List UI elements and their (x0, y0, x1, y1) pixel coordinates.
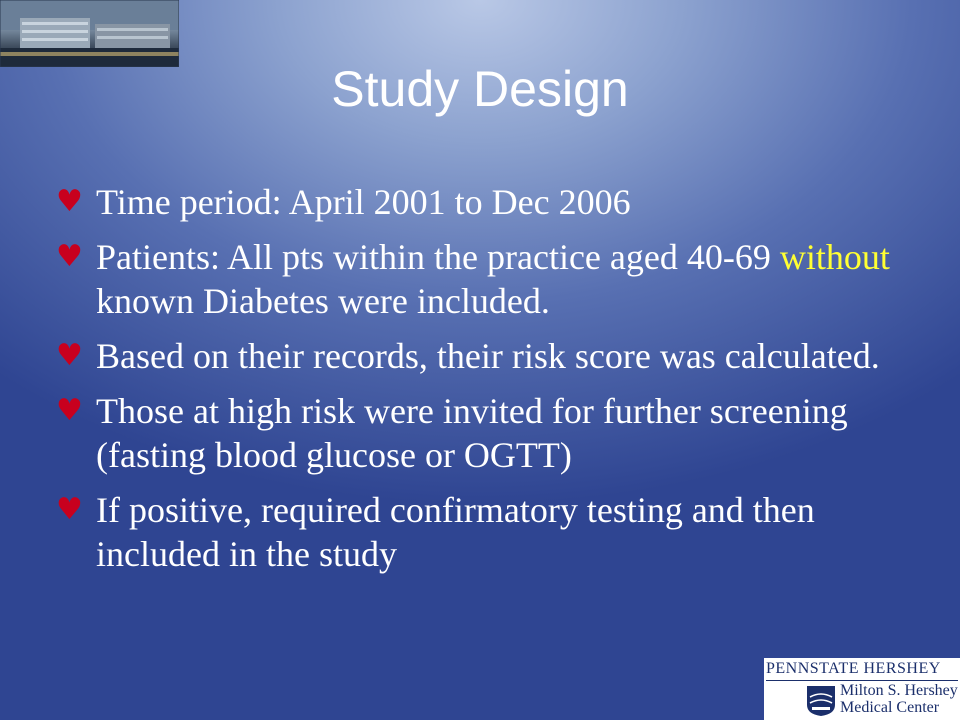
bullet-text: Time period: April 2001 to Dec 2006 (96, 182, 631, 222)
highlight-text: without (779, 237, 890, 277)
medical-center-shield-icon (806, 685, 836, 717)
logo-divider (766, 680, 958, 681)
heart-bullet-icon: ♥ (56, 393, 83, 428)
bullet-text: Based on their records, their risk score was calculated. (96, 336, 880, 376)
bullet-list (56, 180, 916, 587)
heart-bullet-icon: ♥ (56, 239, 83, 274)
logo-wordmark: PENNSTATE HERSHEY (766, 660, 941, 677)
heart-bullet-icon: ♥ (56, 184, 83, 219)
heart-bullet-icon: ♥ (56, 338, 83, 373)
bullet-text: Patients: All pts within the practice aged 40-69 (96, 237, 780, 277)
bullet-text: If positive, required confirmatory testing and then included in the study (96, 490, 815, 574)
penn-state-hershey-logo (764, 658, 960, 720)
bullet-item (56, 389, 916, 477)
heart-bullet-icon: ♥ (56, 492, 83, 527)
bullet-item (56, 334, 916, 378)
hospital-building-photo (0, 0, 179, 67)
bullet-item (56, 488, 916, 576)
bullet-item (56, 180, 916, 224)
bullet-item (56, 235, 916, 323)
bullet-text: Those at high risk were invited for further screening (fasting blood glucose or OGTT) (96, 391, 848, 475)
bullet-text: known Diabetes were included. (96, 281, 550, 321)
slide-title: Study Design (331, 61, 629, 117)
logo-name: Milton S. Hershey Medical Center (840, 682, 958, 716)
